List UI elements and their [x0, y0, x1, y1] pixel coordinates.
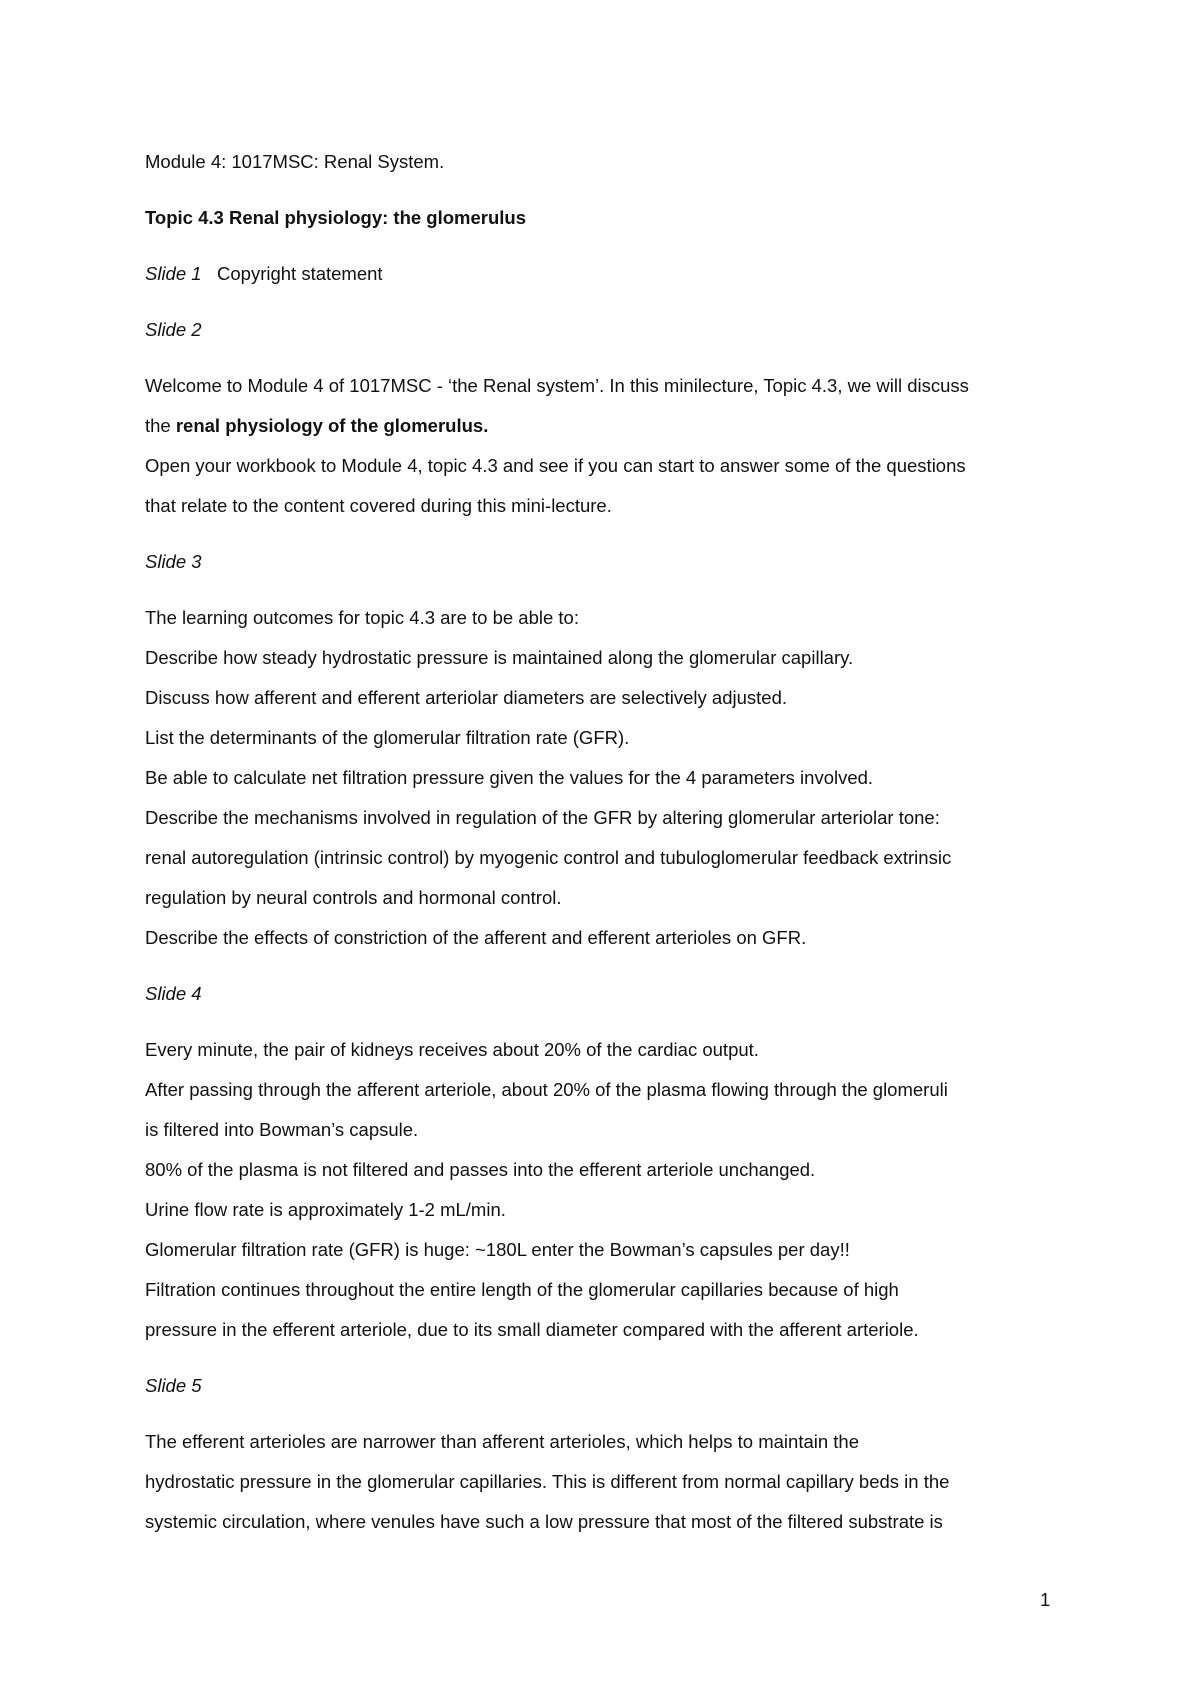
slide-4-line: Every minute, the pair of kidneys receives about 20% of the cardiac output. — [145, 1039, 759, 1060]
slide-4-line: After passing through the afferent arteriole, about 20% of the plasma flowing through the glomeruli — [145, 1079, 948, 1100]
slide-2-label: Slide 2 — [145, 319, 202, 340]
slide-5-line: hydrostatic pressure in the glomerular capillaries. This is different from normal capillary beds in the — [145, 1471, 950, 1492]
module-heading: Module 4: 1017MSC: Renal System. — [145, 151, 445, 172]
slide-4-line: Glomerular filtration rate (GFR) is huge: ~180L enter the Bowman’s capsules per day!! — [145, 1239, 850, 1260]
slide-4-line: Urine flow rate is approximately 1-2 mL/min. — [145, 1199, 506, 1220]
slide-3-line: Be able to calculate net filtration pressure given the values for the 4 parameters involved. — [145, 767, 874, 788]
slide-5-line: systemic circulation, where venules have such a low pressure that most of the filtered substrate is — [145, 1511, 943, 1532]
slide-4-line: Filtration continues throughout the entire length of the glomerular capillaries because of high — [145, 1279, 899, 1300]
page-number: 1 — [1040, 1589, 1051, 1610]
slide-3-line: Describe the effects of constriction of the afferent and efferent arterioles on GFR. — [145, 927, 807, 948]
slide-1-row — [145, 262, 383, 286]
slide-3-line: List the determinants of the glomerular filtration rate (GFR). — [145, 727, 630, 748]
slide-4-line: 80% of the plasma is not filtered and passes into the efferent arteriole unchanged. — [145, 1159, 816, 1180]
slide-2-paragraph-2-line-1: Open your workbook to Module 4, topic 4.3 and see if you can start to answer some of the questions — [145, 455, 966, 476]
slide-3-line: The learning outcomes for topic 4.3 are to be able to: — [145, 607, 579, 628]
slide-3-line: Discuss how afferent and efferent arteriolar diameters are selectively adjusted. — [145, 687, 788, 708]
slide-4-line: is filtered into Bowman’s capsule. — [145, 1119, 419, 1140]
slide-5-line: The efferent arterioles are narrower than afferent arterioles, which helps to maintain the — [145, 1431, 860, 1452]
slide-2-paragraph-1-line-2 — [145, 414, 488, 438]
slide-3-line: Describe how steady hydrostatic pressure is maintained along the glomerular capillary. — [145, 647, 854, 668]
slide-2-paragraph-1-line-1: Welcome to Module 4 of 1017MSC - ‘the Renal system’. In this minilecture, Topic 4.3, we will discuss — [145, 375, 969, 396]
slide-4-line: pressure in the efferent arteriole, due to its small diameter compared with the afferent arteriole. — [145, 1319, 919, 1340]
slide-3-line: regulation by neural controls and hormonal control. — [145, 887, 562, 908]
slide-1-text: Copyright statement — [217, 263, 383, 284]
slide-2-paragraph-2-line-2: that relate to the content covered during this mini-lecture. — [145, 495, 612, 516]
slide-2-bold-phrase: renal physiology of the glomerulus. — [175, 415, 489, 436]
slide-3-label: Slide 3 — [145, 551, 202, 572]
slide-3-line: renal autoregulation (intrinsic control) by myogenic control and tubuloglomerular feedback extrinsic — [145, 847, 952, 868]
topic-heading: Topic 4.3 Renal physiology: the glomerulus — [145, 207, 527, 228]
slide-4-label: Slide 4 — [145, 983, 202, 1004]
slide-3-line: Describe the mechanisms involved in regulation of the GFR by altering glomerular arteriolar tone: — [145, 807, 940, 828]
slide-1-label: Slide 1 — [145, 263, 202, 284]
slide-2-the-text: the — [145, 415, 176, 436]
slide-5-label: Slide 5 — [145, 1375, 202, 1396]
